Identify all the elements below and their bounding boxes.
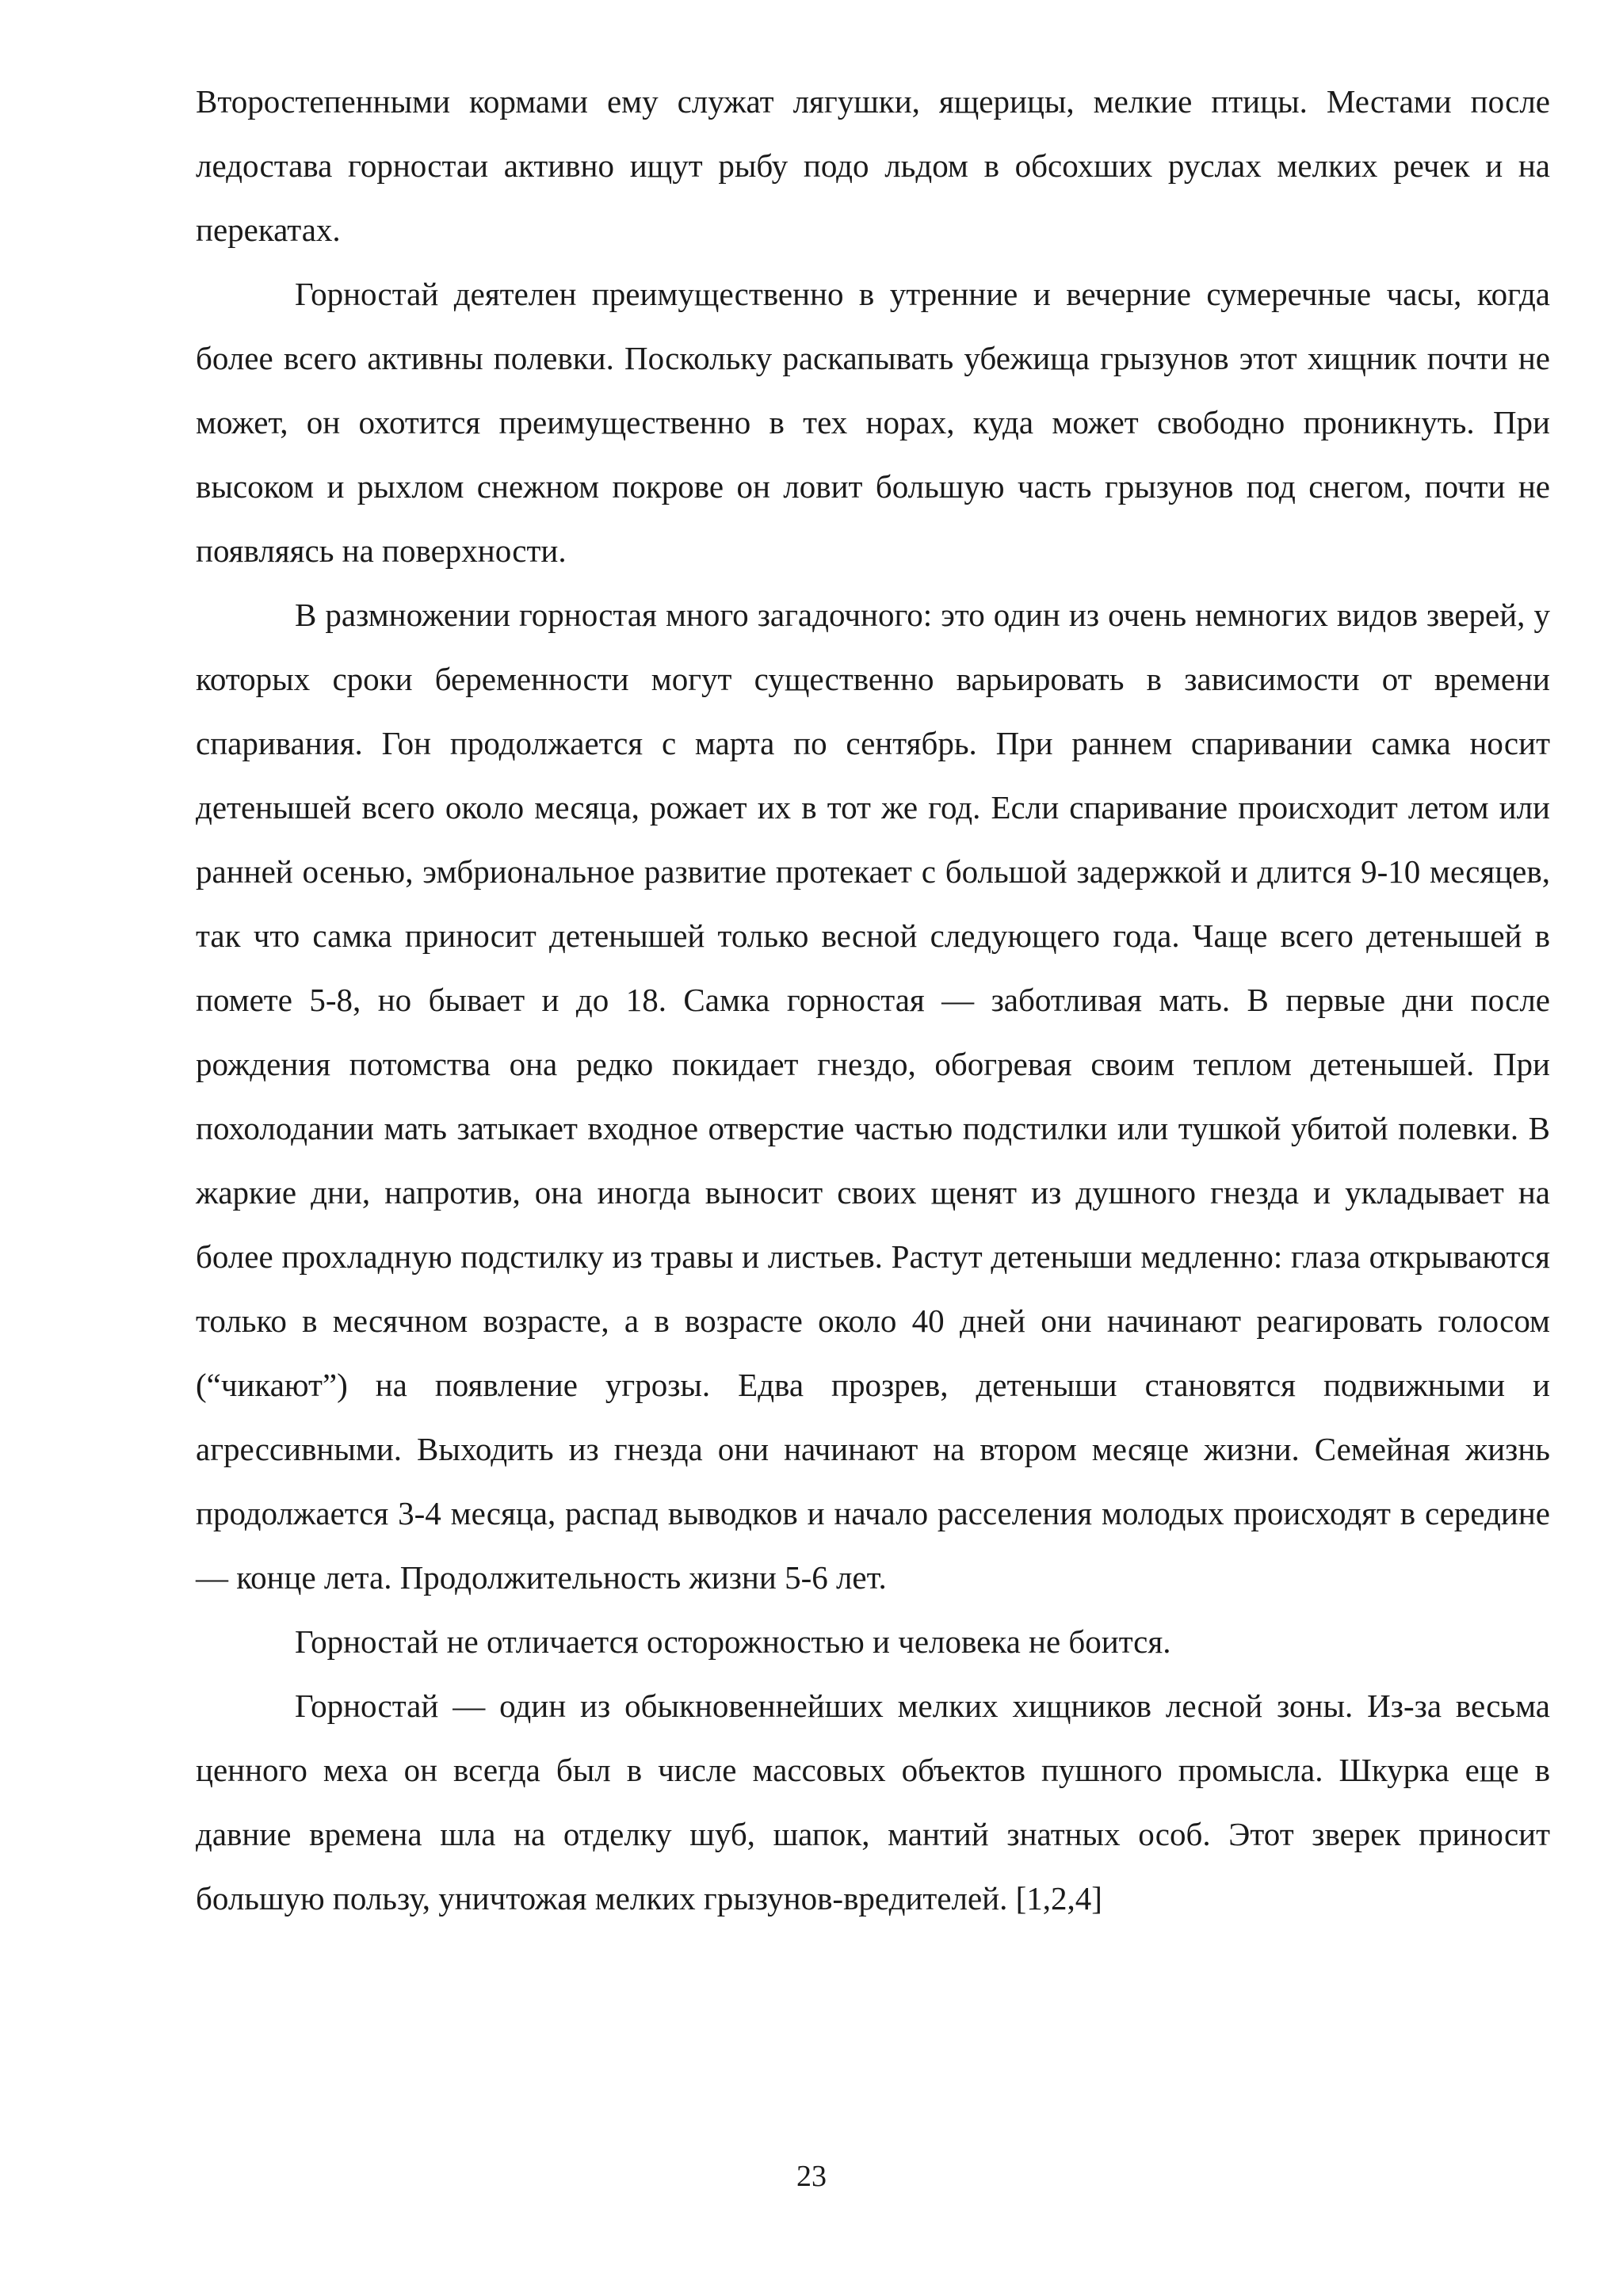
paragraph-continuation: Второстепенными кормами ему служат лягушки, ящерицы, мелкие птицы. Местами после ледостава горностаи активно ищут рыбу подо льдом в обсохших руслах мелких речек и на перекатах. xyxy=(196,83,1550,248)
paragraph-activity: Горностай деятелен преимущественно в утренние и вечерние сумеречные часы, когда более всего активны полевки. Поскольку раскапывать убежища грызунов этот хищник почти не может, он охотится преимущественно в тех норах, куда может свободно проникнуть. При высоком и рыхлом снежном покрове он ловит большую часть грызунов под снегом, почти не появляясь на поверхности. xyxy=(196,276,1550,569)
page-number: 23 xyxy=(796,2160,827,2193)
body-text xyxy=(196,70,1550,1931)
paragraph-behavior: Горностай не отличается осторожностью и человека не боится. xyxy=(295,1623,1171,1660)
paragraph-significance: Горностай — один из обыкновеннейших мелких хищников лесной зоны. Из-за весьма ценного меха он всегда был в числе массовых объектов пушного промысла. Шкурка еще в давние времена шла на отделку шуб, шапок, мантий знатных особ. Этот зверек приносит большую пользу, уничтожая мелких грызунов-вредителей. [1,2,4] xyxy=(196,1688,1550,1917)
paragraph-reproduction: В размножении горностая много загадочного: это один из очень немногих видов зверей, у которых сроки беременности могут существенно варьировать в зависимости от времени спаривания. Гон продолжается с марта по сентябрь. При раннем спаривании самка носит детенышей всего около месяца, рожает их в тот же год. Если спаривание происходит летом или ранней осенью, эмбриональное развитие протекает с большой задержкой и длится 9-10 месяцев, так что самка приносит детенышей только весной следующего года. Чаще всего детенышей в помете 5-8, но бывает и до 18. Самка горностая — заботливая мать. В первые дни после рождения потомства она редко покидает гнездо, обогревая своим теплом детенышей. При похолодании мать затыкает входное отверстие частью подстилки или тушкой убитой полевки. В жаркие дни, напротив, она иногда выносит своих щенят из душного гнезда и укладывает на более прохладную подстилку из травы и листьев. Растут детеныши медленно: глаза открываются только в месячном возрасте, а в возрасте около 40 дней они начинают реагировать голосом (“чикают”) на появление угрозы. Едва прозрев, детеныши становятся подвижными и агрессивными. Выходить из гнезда они начинают на втором месяце жизни. Семейная жизнь продолжается 3-4 месяца, распад выводков и начало расселения молодых происходят в середине— конце лета. Продолжительность жизни 5-6 лет. xyxy=(196,597,1550,1596)
